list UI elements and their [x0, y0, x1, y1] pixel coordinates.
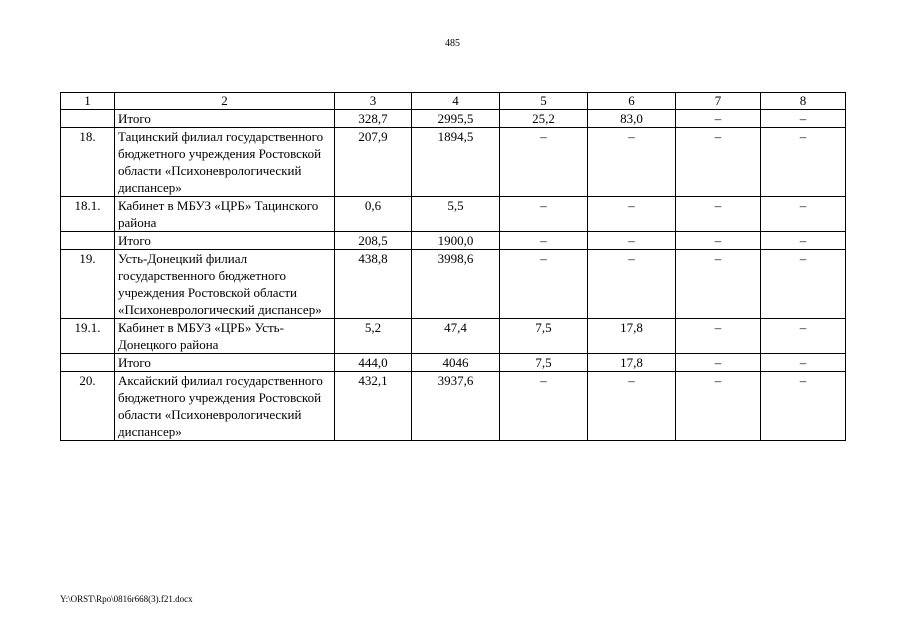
cell-col4: 3998,6: [412, 250, 500, 319]
cell-col3: 207,9: [335, 128, 412, 197]
header-cell: 7: [676, 93, 761, 110]
cell-col6: 83,0: [588, 110, 676, 128]
row-number: [61, 232, 115, 250]
cell-col6: 17,8: [588, 354, 676, 372]
cell-col8: –: [761, 319, 846, 354]
header-cell: 8: [761, 93, 846, 110]
cell-col6: –: [588, 128, 676, 197]
cell-col7: –: [676, 128, 761, 197]
table-row: [61, 128, 846, 197]
header-cell: 5: [500, 93, 588, 110]
cell-col8: –: [761, 372, 846, 441]
cell-col4: 5,5: [412, 197, 500, 232]
cell-col3: 0,6: [335, 197, 412, 232]
header-cell: 4: [412, 93, 500, 110]
row-name: Тацинский филиал государственного бюджетного учреждения Ростовской области «Психоневрологический диспансер»: [115, 128, 335, 197]
row-number: 19.: [61, 250, 115, 319]
header-cell: 3: [335, 93, 412, 110]
cell-col6: –: [588, 250, 676, 319]
cell-col6: 17,8: [588, 319, 676, 354]
header-cell: 2: [115, 93, 335, 110]
cell-col8: –: [761, 250, 846, 319]
cell-col3: 5,2: [335, 319, 412, 354]
row-number: [61, 354, 115, 372]
row-name: Итого: [115, 354, 335, 372]
row-number: 18.1.: [61, 197, 115, 232]
cell-col4: 1894,5: [412, 128, 500, 197]
row-number: 19.1.: [61, 319, 115, 354]
cell-col3: 328,7: [335, 110, 412, 128]
table-row: [61, 232, 846, 250]
cell-col8: –: [761, 232, 846, 250]
cell-col5: 7,5: [500, 319, 588, 354]
cell-col4: 47,4: [412, 319, 500, 354]
cell-col7: –: [676, 354, 761, 372]
cell-col4: 4046: [412, 354, 500, 372]
cell-col3: 438,8: [335, 250, 412, 319]
cell-col5: –: [500, 250, 588, 319]
table-row: [61, 197, 846, 232]
cell-col7: –: [676, 250, 761, 319]
table-row: [61, 319, 846, 354]
table-row: [61, 110, 846, 128]
cell-col8: –: [761, 128, 846, 197]
row-name: Итого: [115, 232, 335, 250]
row-name: Усть-Донецкий филиал государственного бюджетного учреждения Ростовской области «Психоневрологический диспансер»: [115, 250, 335, 319]
cell-col7: –: [676, 319, 761, 354]
header-row: [61, 93, 846, 110]
row-name: Кабинет в МБУЗ «ЦРБ» Усть-Донецкого района: [115, 319, 335, 354]
cell-col5: 25,2: [500, 110, 588, 128]
row-number: [61, 110, 115, 128]
row-name: Итого: [115, 110, 335, 128]
cell-col5: –: [500, 372, 588, 441]
footer-file-path: Y:\ORST\Rpo\0816r668(3).f21.docx: [60, 594, 193, 604]
table-row: [61, 372, 846, 441]
row-number: 20.: [61, 372, 115, 441]
cell-col6: –: [588, 232, 676, 250]
cell-col8: –: [761, 197, 846, 232]
cell-col4: 2995,5: [412, 110, 500, 128]
header-cell: 6: [588, 93, 676, 110]
cell-col5: –: [500, 232, 588, 250]
cell-col7: –: [676, 110, 761, 128]
data-table: [60, 92, 846, 441]
table-row: [61, 354, 846, 372]
page-number: 485: [445, 38, 460, 49]
row-name: Аксайский филиал государственного бюджетного учреждения Ростовской области «Психоневрологический диспансер»: [115, 372, 335, 441]
cell-col7: –: [676, 372, 761, 441]
cell-col3: 444,0: [335, 354, 412, 372]
cell-col6: –: [588, 372, 676, 441]
cell-col3: 208,5: [335, 232, 412, 250]
row-number: 18.: [61, 128, 115, 197]
table-row: [61, 250, 846, 319]
cell-col7: –: [676, 232, 761, 250]
cell-col8: –: [761, 354, 846, 372]
cell-col8: –: [761, 110, 846, 128]
row-name: Кабинет в МБУЗ «ЦРБ» Тацинского района: [115, 197, 335, 232]
cell-col3: 432,1: [335, 372, 412, 441]
cell-col5: –: [500, 197, 588, 232]
cell-col5: 7,5: [500, 354, 588, 372]
cell-col4: 1900,0: [412, 232, 500, 250]
cell-col4: 3937,6: [412, 372, 500, 441]
cell-col5: –: [500, 128, 588, 197]
cell-col6: –: [588, 197, 676, 232]
cell-col7: –: [676, 197, 761, 232]
header-cell: 1: [61, 93, 115, 110]
